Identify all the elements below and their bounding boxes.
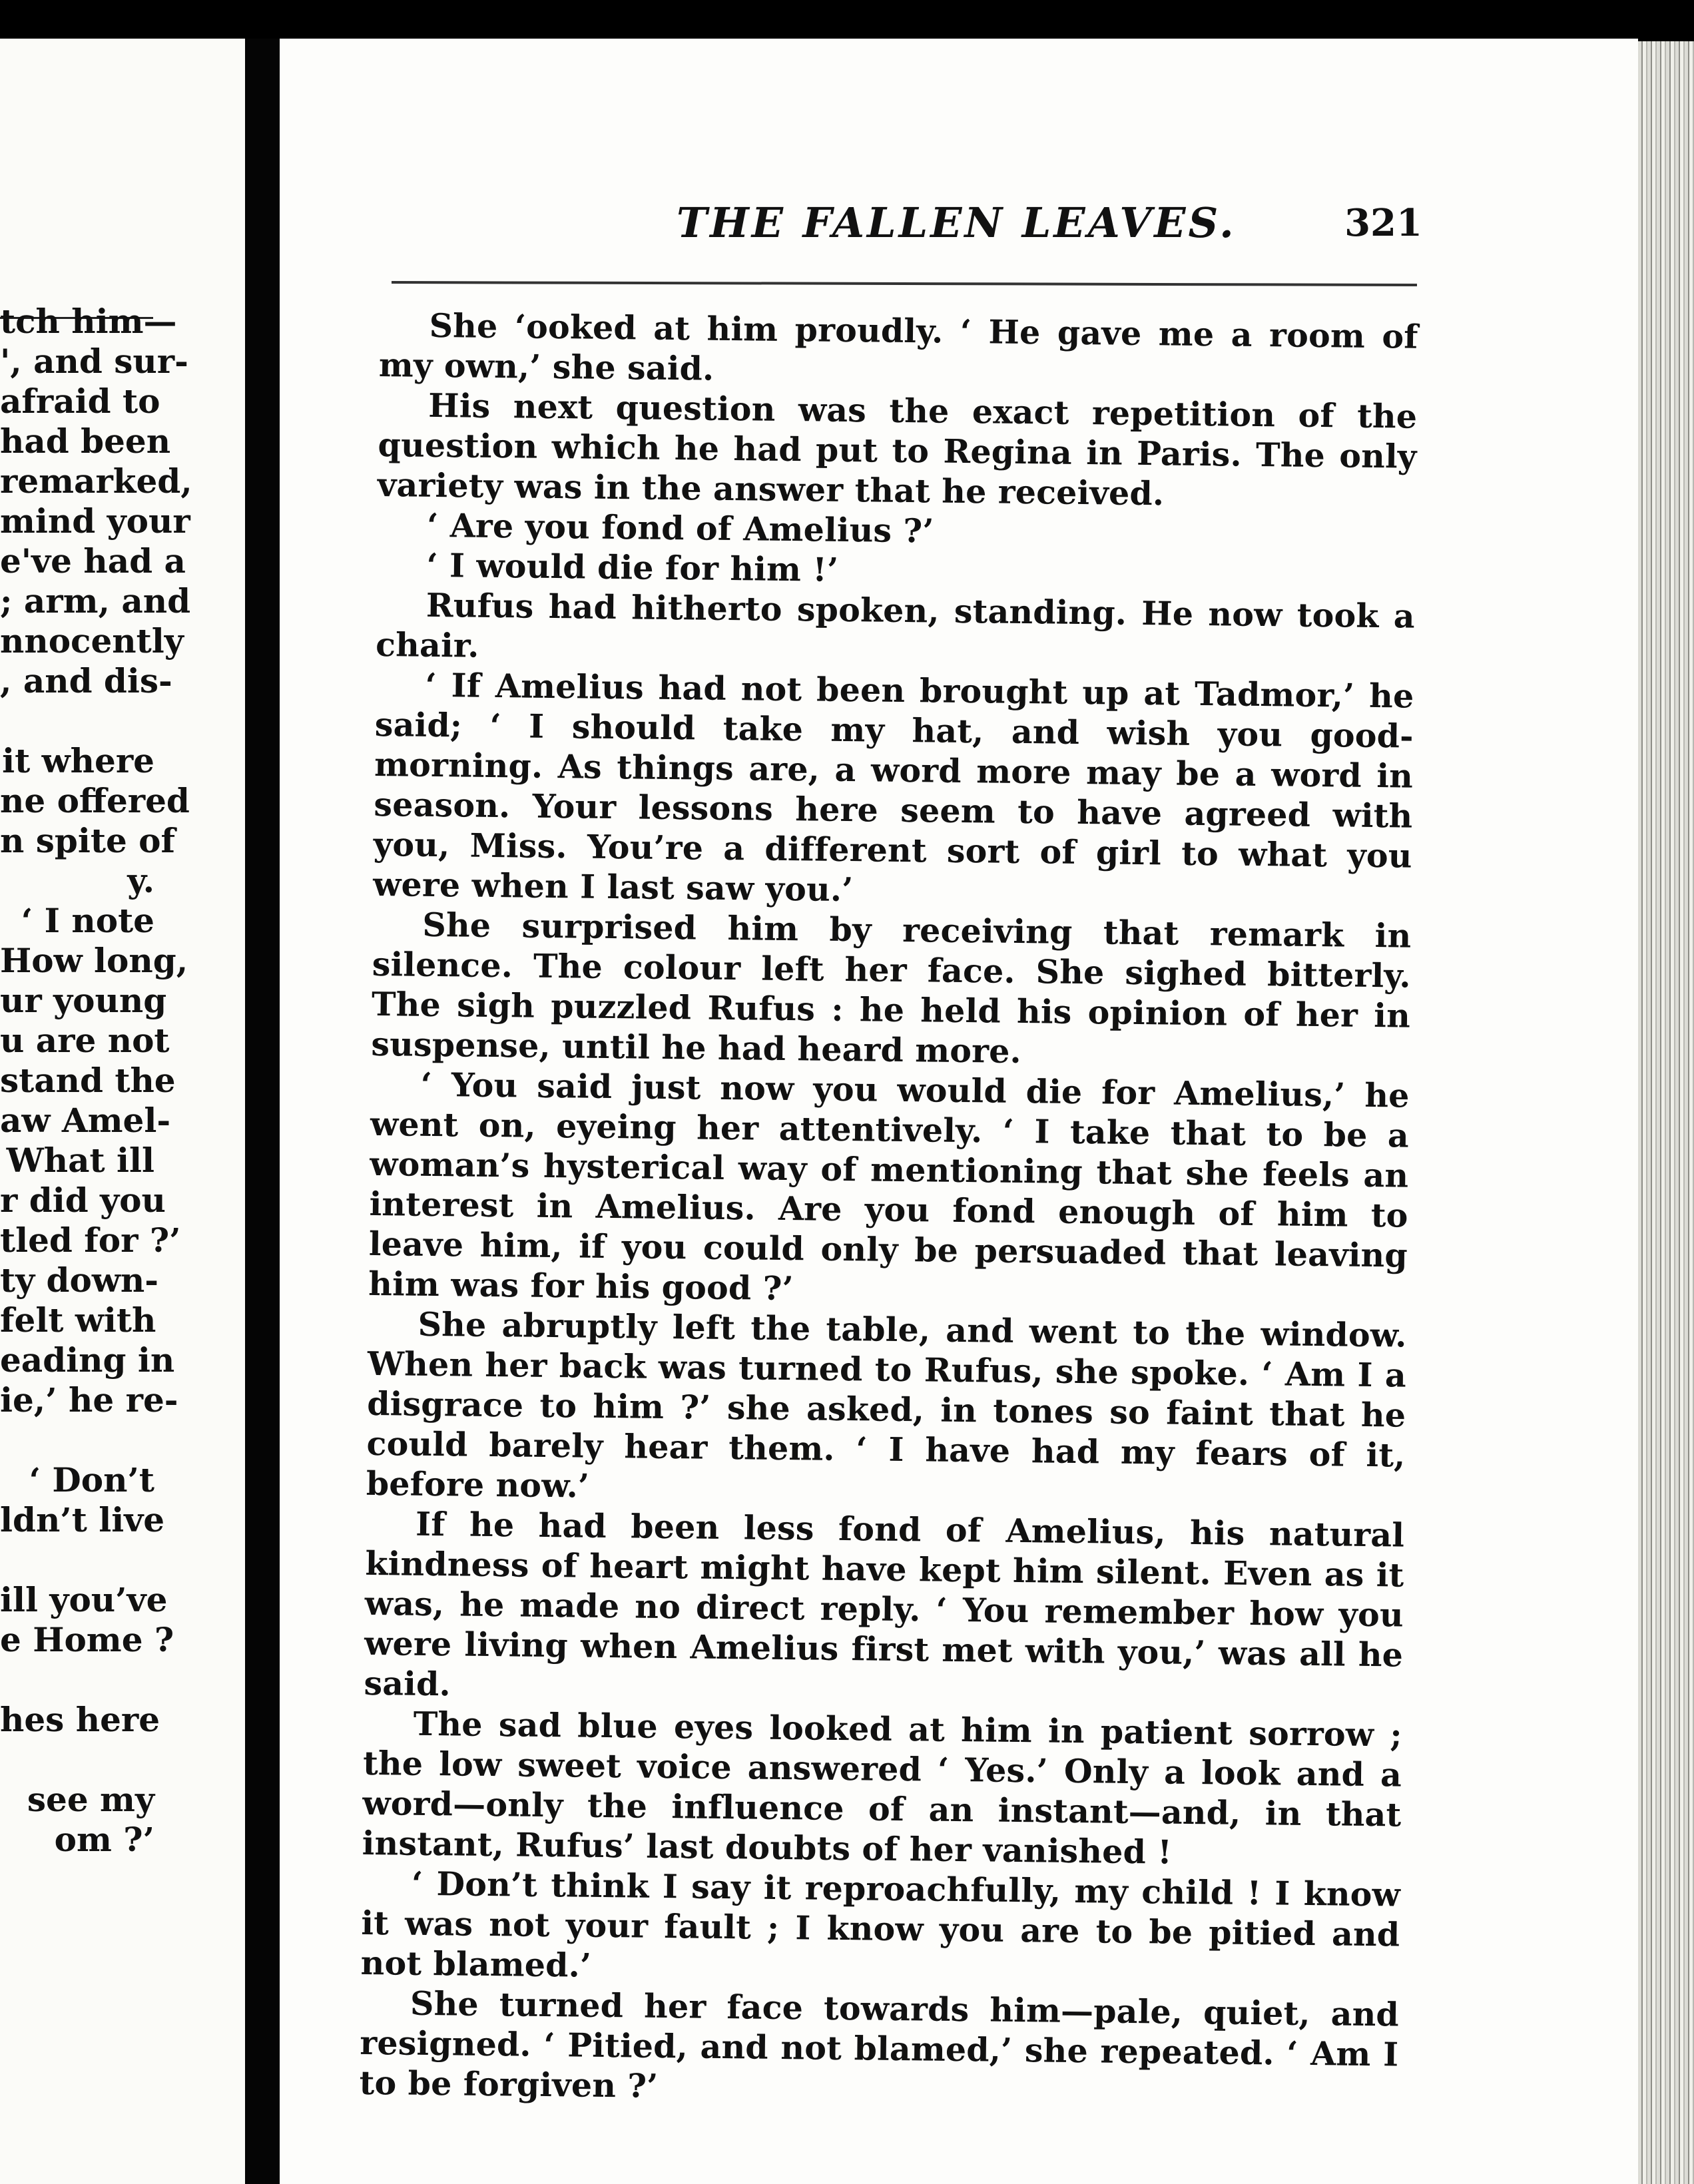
facing-page-line: u are not bbox=[0, 1021, 170, 1060]
facing-page-line: ie,’ he re- bbox=[0, 1380, 178, 1420]
facing-page-line: om ?’ bbox=[54, 1820, 154, 1859]
facing-page-line bbox=[0, 1740, 245, 1780]
facing-page-line: nnocently bbox=[0, 621, 184, 661]
facing-page-line: felt with bbox=[0, 1300, 156, 1340]
facing-page-line: n spite of bbox=[0, 821, 176, 860]
facing-page-line: aw Amel- bbox=[0, 1101, 171, 1140]
paragraph: ‘ If Amelius had not been brought up at Tadmor,’ he said; ‘ I should take my hat, and wish you good-morning. As things are, a word more may be a word in season. Your lessons here seem to have agreed with you, Miss. You’re a different sort of girl to what you were when I last saw you.’ bbox=[372, 665, 1414, 910]
facing-page-line: tled for ?’ bbox=[0, 1221, 181, 1260]
facing-page-line bbox=[0, 1540, 245, 1580]
paragraph: She abruptly left the table, and went to the window. When her back was turned to Rufus, she spoke. ‘ Am I a disgrace to him ?’ she asked, in tones so faint that he could barely hear them. ‘ I have had my fears of it, before now.’ bbox=[366, 1304, 1407, 1505]
facing-page-fragment bbox=[0, 39, 245, 2184]
facing-page-line: remarked, bbox=[0, 461, 192, 501]
facing-page-line: ill you’ve bbox=[0, 1580, 168, 1619]
facing-page-line: tch him— bbox=[0, 302, 177, 341]
facing-page-line bbox=[0, 1420, 245, 1460]
paragraph: She surprised him by receiving that remark in silence. The colour left her face. She sighed bitterly. The sigh puzzled Rufus : he held his opinion of her in suspense, until he had heard more. bbox=[371, 905, 1412, 1071]
facing-page-line: What ill bbox=[6, 1141, 154, 1180]
paragraph: Rufus had hitherto spoken, standing. He now took a chair. bbox=[375, 585, 1416, 665]
book-gutter bbox=[245, 39, 280, 2184]
facing-page-line: e've had a bbox=[0, 541, 186, 581]
paragraph: ‘ I would die for him !’ bbox=[426, 545, 839, 589]
body-text bbox=[359, 305, 1418, 2115]
running-title: THE FALLEN LEAVES. bbox=[677, 198, 1237, 247]
facing-page-line: eading in bbox=[0, 1340, 175, 1380]
facing-page-line: ldn’t live bbox=[0, 1500, 165, 1539]
facing-page-line: had been bbox=[0, 421, 171, 461]
facing-page-line: r did you bbox=[0, 1181, 166, 1220]
facing-page-line: ‘ I note bbox=[21, 901, 154, 940]
paragraph: ‘ Don’t think I say it reproachfully, my child ! I know it was not your fault ; I know you are to be pitied and not blamed.’ bbox=[360, 1864, 1401, 1985]
facing-page-line: ; arm, and bbox=[0, 581, 191, 621]
facing-page-line: it where bbox=[2, 741, 154, 780]
facing-page-line: y. bbox=[127, 861, 154, 900]
facing-page-line: e Home ? bbox=[0, 1620, 174, 1659]
paragraph: If he had been less fond of Amelius, his natural kindness of heart might have kept him silent. Even as it was, he made no direct reply. ‘ You remember how you were living when Amelius first met with you,’ was all he said. bbox=[364, 1504, 1405, 1704]
paragraph: She ‘ooked at him proudly. ‘ He gave me a room of my own,’ she said. bbox=[378, 306, 1418, 388]
facing-page-line: ty down- bbox=[0, 1260, 159, 1300]
facing-page-line: mind your bbox=[0, 501, 190, 541]
facing-page-line: ‘ Don’t bbox=[29, 1460, 154, 1500]
paragraph: The sad blue eyes looked at him in patient sorrow ; the low sweet voice answered ‘ Yes.’ Only a look and a word—only the influence of an instant—and, in that instant, Rufus’ last doubts of her vanished ! bbox=[362, 1704, 1403, 1872]
running-header bbox=[677, 180, 1422, 260]
page-edges bbox=[1638, 41, 1694, 2184]
facing-page-lines bbox=[0, 302, 245, 1860]
facing-page-line: see my bbox=[27, 1780, 154, 1819]
facing-page-line bbox=[0, 1660, 245, 1700]
facing-page-line: How long, bbox=[0, 941, 188, 980]
facing-page-line: ur young bbox=[0, 981, 167, 1020]
facing-page-line: hes here bbox=[0, 1700, 160, 1739]
facing-page-line: , and dis- bbox=[0, 661, 172, 700]
page-number: 321 bbox=[1344, 201, 1422, 245]
facing-page-line: stand the bbox=[0, 1061, 176, 1100]
paragraph: She turned her face towards him—pale, quiet, and resigned. ‘ Pitied, and not blamed,’ she repeated. ‘ Am I to be forgiven ?’ bbox=[359, 1984, 1400, 2105]
paragraph: ‘ Are you fond of Amelius ?’ bbox=[426, 505, 935, 551]
facing-page-line: afraid to bbox=[0, 382, 160, 421]
paragraph: His next question was the exact repetition of the question which he had put to Regina in Paris. The only variety was in the answer that he received. bbox=[377, 386, 1418, 513]
facing-page-line: ne offered bbox=[0, 781, 190, 820]
facing-page-line bbox=[0, 701, 245, 741]
facing-page-line: ', and sur- bbox=[0, 342, 188, 381]
scan-top-border bbox=[0, 0, 1694, 39]
paragraph: ‘ You said just now you would die for Amelius,’ he went on, eyeing her attentively. ‘ I take that to be a woman’s hysterical way of mentioning that she feels an interest in Amelius. Are you fond enough of him to leave him, if you could only be persuaded that leaving him was for his good ?’ bbox=[368, 1065, 1410, 1308]
